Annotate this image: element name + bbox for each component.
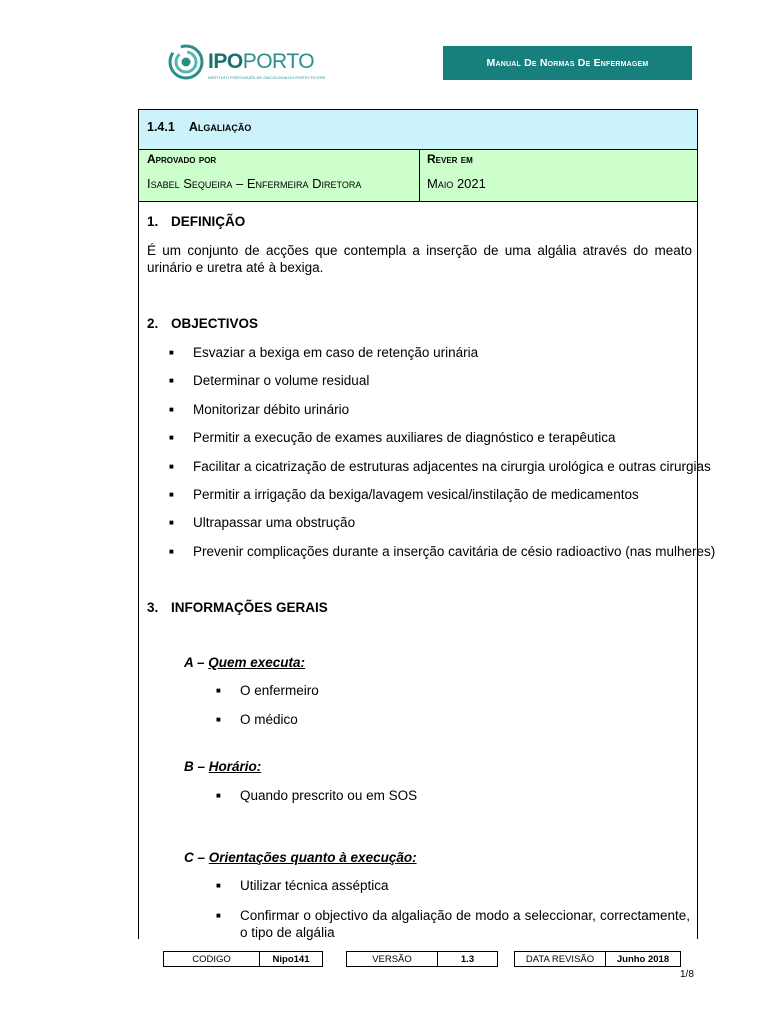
ipo-porto-logo — [168, 44, 326, 86]
manual-title-banner: Manual De Normas De Enfermagem — [443, 46, 692, 80]
subheading-horario: B – Horário: — [184, 759, 262, 774]
page-number: 1/8 — [680, 969, 694, 980]
subheading-quem-executa: A – Quem executa: — [184, 655, 306, 670]
footer-version-value: 1.3 — [460, 953, 475, 965]
list-item: ■ Permitir a irrigação da bexiga/lavagem vesical/instilação de medicamentos — [169, 487, 639, 502]
list-item: ■ Quando prescrito ou em SOS — [216, 788, 418, 803]
footer-revision-value: Junho 2018 — [616, 953, 670, 965]
list-item: ■ Permitir a execução de exames auxiliares de diagnóstico e terapêutica — [169, 430, 616, 445]
section-title — [147, 120, 251, 134]
definition-text: É um conjunto de acções que contempla a inserção de uma algália através do meato urinário e uretra até à bexiga. — [147, 243, 692, 275]
logo-spiral-icon — [168, 44, 204, 80]
section-number: 1.4.1 — [147, 120, 175, 134]
logo-subtitle: INSTITUTO PORTUGUÊS DE ONCOLOGIA DO PORTO FG EPE — [208, 75, 326, 80]
subheading-orientacoes: C – Orientações quanto à execução: — [184, 850, 417, 865]
heading-objectivos: 2. OBJECTIVOS — [147, 316, 259, 331]
footer-revision-box — [514, 951, 681, 967]
list-item: ■ Determinar o volume residual — [169, 373, 370, 388]
footer-code-value: Nipo141 — [272, 953, 310, 965]
approved-value: Isabel Sequeira – Enfermeira Diretora — [147, 176, 362, 191]
footer-code-label: CODIGO — [164, 952, 260, 966]
list-item: ■ O médico — [216, 712, 298, 727]
list-item: ■ Esvaziar a bexiga em caso de retenção urinária — [169, 345, 479, 360]
section-title-row — [139, 110, 697, 150]
logo-wordmark: IPOPORTO — [208, 50, 315, 73]
list-item: ■ Prevenir complicações durante a inserção cavitária de césio radioactivo (nas mulheres) — [169, 544, 716, 559]
section-name: Algaliação — [188, 120, 252, 134]
document-frame — [138, 109, 716, 940]
heading-informacoes-gerais: 3. INFORMAÇÕES GERAIS — [147, 600, 328, 615]
review-label: Rever em — [427, 152, 473, 166]
heading-definicao: 1. DEFINIÇÃO — [147, 214, 246, 229]
approval-divider — [419, 150, 420, 201]
list-item: ■ O enfermeiro — [216, 683, 319, 698]
list-item: ■ Facilitar a cicatrização de estruturas adjacentes na cirurgia urológica e outras cirurgias — [169, 459, 711, 474]
footer-revision-label: DATA REVISÃO — [515, 952, 606, 966]
footer-version-label: VERSÃO — [347, 952, 438, 966]
list-item: ■ Utilizar técnica asséptica — [216, 878, 389, 893]
list-item: ■ Ultrapassar uma obstrução — [169, 515, 356, 530]
approved-label: Aprovado por — [147, 152, 217, 166]
list-item: ■ Confirmar o objectivo da algaliação de modo a seleccionar, correctamente, o tipo de algália — [216, 908, 690, 940]
footer-code-box — [163, 951, 323, 967]
footer-version-box — [346, 951, 498, 967]
review-value: Maio 2021 — [427, 176, 486, 191]
list-item: ■ Monitorizar débito urinário — [169, 402, 350, 417]
